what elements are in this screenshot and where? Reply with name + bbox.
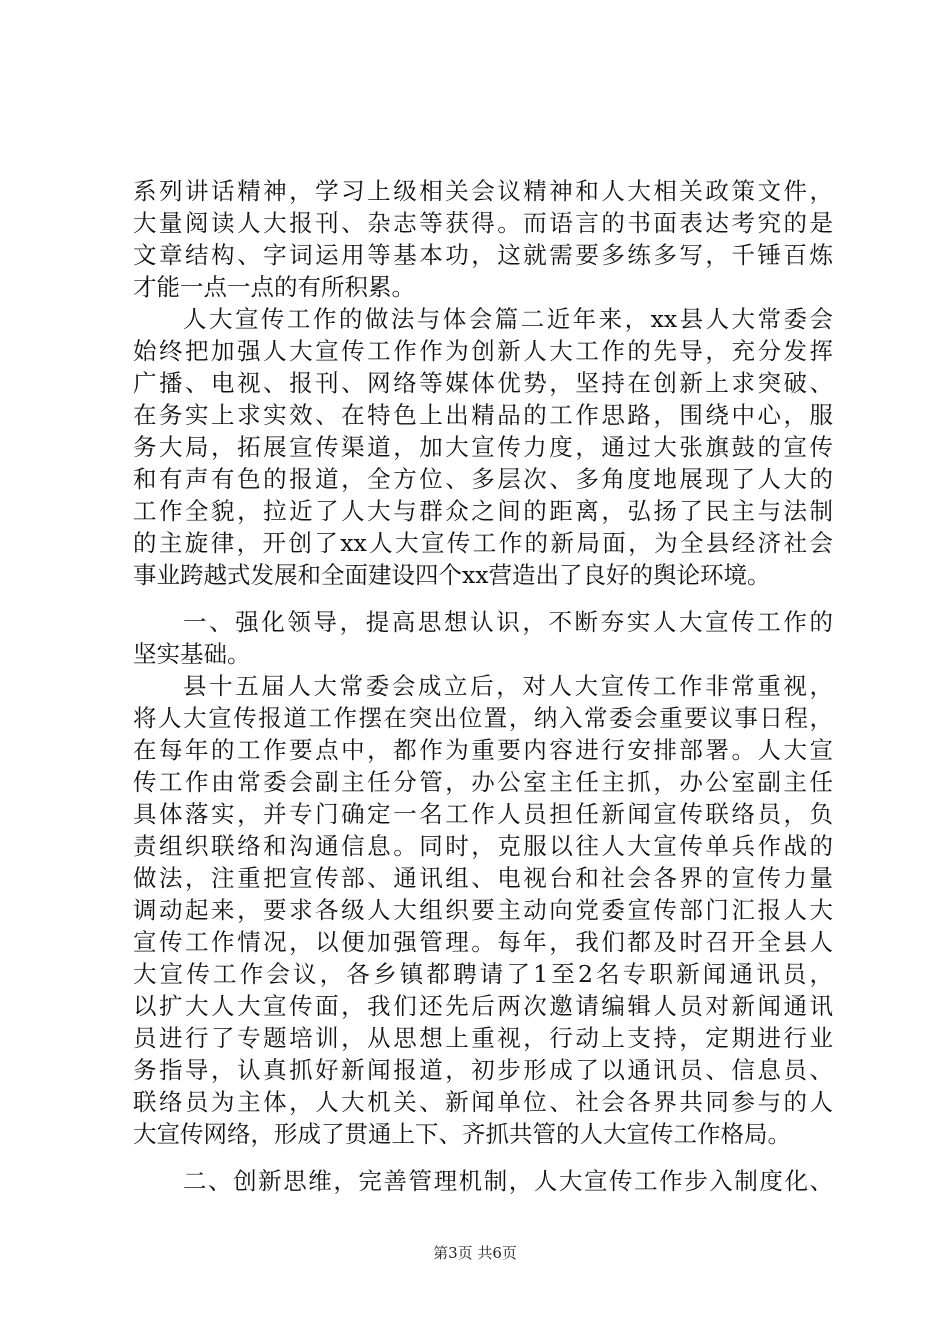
- text-line: 的主旋律，开创了xx人大宣传工作的新局面，为全县经济社会: [133, 529, 833, 557]
- text-line: 调动起来，要求各级人大组织要主动向党委宣传部门汇报人大: [133, 896, 833, 924]
- text-line: 具体落实，并专门确定一名工作人员担任新闻宣传联络员，负: [133, 800, 833, 828]
- text-line: 人大宣传工作的做法与体会篇二近年来，xx县人大常委会: [183, 305, 833, 333]
- text-line: 责组织联络和沟通信息。同时，克服以往人大宣传单兵作战的: [133, 832, 833, 860]
- text-line: 务指导，认真抓好新闻报道，初步形成了以通讯员、信息员、: [133, 1056, 833, 1084]
- text-line: 系列讲话精神，学习上级相关会议精神和人大相关政策文件，: [133, 177, 833, 205]
- page-footer: 第3页 共6页: [433, 1244, 517, 1262]
- text-line: 以扩大人大宣传面，我们还先后两次邀请编辑人员对新闻通讯: [133, 992, 833, 1020]
- text-line: 和有声有色的报道，全方位、多层次、多角度地展现了人大的: [133, 465, 833, 493]
- text-line: 工作全貌，拉近了人大与群众之间的距离，弘扬了民主与法制: [133, 497, 833, 525]
- text-line: 传工作由常委会副主任分管，办公室主任主抓，办公室副主任: [133, 768, 833, 796]
- text-line: 在务实上求实效、在特色上出精品的工作思路，围绕中心，服: [133, 401, 833, 429]
- text-line: 大宣传工作会议，各乡镇都聘请了1至2名专职新闻通讯员，: [133, 960, 833, 988]
- text-line: 广播、电视、报刊、网络等媒体优势，坚持在创新上求突破、: [133, 369, 833, 397]
- text-line: 二、创新思维，完善管理机制，人大宣传工作步入制度化、: [183, 1167, 833, 1195]
- text-line: 才能一点一点的有所积累。: [133, 273, 415, 301]
- text-line: 大宣传网络，形成了贯通上下、齐抓共管的人大宣传工作格局。: [133, 1120, 791, 1148]
- text-line: 做法，注重把宣传部、通讯组、电视台和社会各界的宣传力量: [133, 864, 833, 892]
- text-line: 员进行了专题培训，从思想上重视，行动上支持，定期进行业: [133, 1024, 833, 1052]
- text-line: 在每年的工作要点中，都作为重要内容进行安排部署。人大宣: [133, 736, 833, 764]
- text-line: 县十五届人大常委会成立后，对人大宣传工作非常重视，: [183, 672, 833, 700]
- text-line: 宣传工作情况，以便加强管理。每年，我们都及时召开全县人: [133, 928, 833, 956]
- text-line: 一、强化领导，提高思想认识，不断夯实人大宣传工作的: [183, 608, 833, 636]
- text-line: 事业跨越式发展和全面建设四个xx营造出了良好的舆论环境。: [133, 561, 771, 589]
- text-line: 坚实基础。: [133, 640, 251, 668]
- text-line: 文章结构、字词运用等基本功，这就需要多练多写，千锤百炼: [133, 241, 833, 269]
- text-line: 联络员为主体，人大机关、新闻单位、社会各界共同参与的人: [133, 1088, 833, 1116]
- text-line: 大量阅读人大报刊、杂志等获得。而语言的书面表达考究的是: [133, 209, 833, 237]
- text-line: 将人大宣传报道工作摆在突出位置，纳入常委会重要议事日程，: [133, 704, 833, 732]
- text-line: 始终把加强人大宣传工作作为创新人大工作的先导，充分发挥: [133, 337, 833, 365]
- text-line: 务大局，拓展宣传渠道，加大宣传力度，通过大张旗鼓的宣传: [133, 433, 833, 461]
